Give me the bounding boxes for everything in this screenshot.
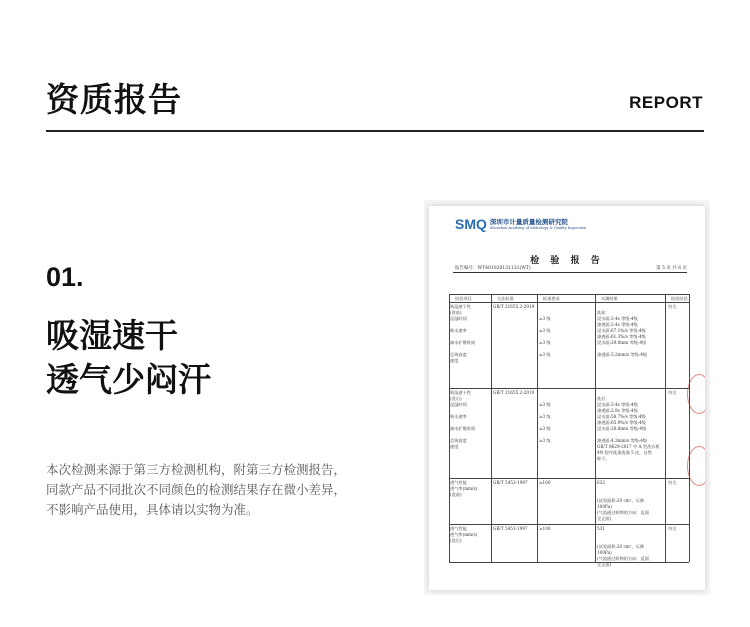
- table-requirement-line: ≥3 级: [539, 402, 551, 407]
- table-result-line: 至正面): [597, 516, 612, 521]
- table-item-line: 透气率(mm/s): [450, 486, 478, 491]
- section-number: 01.: [46, 262, 84, 292]
- header-title: 资质报告: [46, 80, 182, 119]
- table-result-line: 洗后：: [597, 396, 610, 401]
- table-item-line: 浸湿时间: [450, 402, 467, 407]
- table-requirement-line: ≥100: [539, 526, 551, 531]
- table-result-line: 100Pa): [597, 504, 612, 509]
- table-rule: [537, 294, 538, 562]
- table-item-line: 吸水速率: [450, 328, 467, 333]
- table-result-line: 浸水面:26.6mm 等级:4级: [597, 426, 647, 431]
- table-item-line: 芯吸高度: [450, 352, 467, 357]
- table-item-line: 吸湿速干性: [450, 390, 471, 395]
- table-result-line: (试验面积:20 cm²，压降: [597, 544, 645, 549]
- table-rule: [595, 294, 596, 562]
- seal-stamp: [687, 374, 705, 414]
- report-meta-divider: [453, 272, 687, 273]
- table-item-line: 速度: [450, 444, 459, 449]
- table-rule: [449, 302, 689, 303]
- table-item-line: 透气性能: [450, 526, 467, 531]
- report-label: REPORT: [629, 93, 703, 112]
- table-item-line: (洗后): [450, 538, 462, 543]
- table-item-line: 浸湿时间: [450, 316, 467, 321]
- table-result-line: 渗透面:65.9%/s 等级:4级: [597, 420, 646, 425]
- table-requirement-line: ≥3 级: [539, 426, 551, 431]
- report-page-info: 第 5 页 共 6 页: [656, 266, 687, 271]
- section-headline: [46, 314, 211, 402]
- table-result-line: (气流通过织物的方向：反面: [597, 510, 649, 515]
- smq-logo-mark: SMQ: [455, 216, 487, 232]
- table-item-line: 透气性能: [450, 480, 467, 485]
- logo-text: [487, 219, 587, 230]
- description-line: 本次检测来源于第三方检测机构，附第三方检测报告，: [46, 462, 347, 477]
- table-item-line: (洗前): [450, 492, 462, 497]
- table-method-cell: GB/T 5453-1997: [493, 480, 528, 485]
- table-header-cell: 检验项目: [455, 295, 472, 301]
- table-method-cell: GB/T 21655.2-2019: [493, 304, 535, 309]
- report-title: 检 验 报 告: [530, 256, 604, 266]
- table-rule: [449, 562, 689, 563]
- table-result-line: 4N 程序洗涤洗涤 5 次，自然: [597, 450, 652, 455]
- headline-line-2: 透气少闷汗: [46, 360, 211, 399]
- table-result-line: (试验面积:20 cm²，压降: [597, 498, 645, 503]
- table-result-line: 晾干。: [597, 456, 610, 461]
- table-rule: [449, 294, 689, 295]
- table-item-line: 透气率(mm/s): [450, 532, 478, 537]
- table-requirement-line: ≥3 级: [539, 438, 551, 443]
- table-result-line: 浸水面:67.1%/s 等级:4级: [597, 328, 646, 333]
- table-header-cell: 方法标准: [497, 295, 514, 301]
- table-result-line: (气流通过织物的方向：反面: [597, 556, 649, 561]
- table-rule: [449, 478, 689, 479]
- table-requirement-line: ≥3 级: [539, 316, 551, 321]
- table-result-line: 浸水面:3.4s 等级:4级: [597, 402, 638, 407]
- description-line: 同款产品不同批次不同颜色的检测结果存在微小差异，: [46, 482, 347, 497]
- table-result-line: 浸水面:29.0mm 等级:4级: [597, 340, 647, 345]
- table-result-line: 渗透面:4.3mm/s 等级:4级: [597, 438, 648, 443]
- table-result-line: GB/T 8629-2017 中 A 型洗衣机: [597, 444, 660, 449]
- table-requirement-line: ≥3 级: [539, 352, 551, 357]
- table-result-line: 至正面): [597, 562, 612, 567]
- table-verdict-cell: 符合: [668, 480, 677, 485]
- table-header-cell: 实测结果: [601, 295, 618, 301]
- table-result-line: 浸水面:3.4s 等级:4级: [597, 316, 638, 321]
- headline-line-1: 吸湿速干: [46, 316, 178, 355]
- table-result-line: 洗前：: [597, 310, 610, 315]
- table-requirement-line: ≥100: [539, 480, 551, 485]
- report-document-image: [429, 206, 705, 590]
- table-method-cell: GB/T 21655.2-2019: [493, 390, 535, 395]
- table-verdict-cell: 符合: [668, 390, 677, 395]
- table-method-cell: GB/T 5453-1997: [493, 526, 528, 531]
- table-result-line: 浸水面:58.7%/s 等级:4级: [597, 414, 646, 419]
- table-result-line: 渗透面:61.3%/s 等级:4级: [597, 334, 646, 339]
- table-result-line: 渗透面:2.9s 等级:4级: [597, 408, 638, 413]
- table-result-line: 渗透面:3.2mm/s 等级:4级: [597, 352, 648, 357]
- table-item-line: 吸水速率: [450, 414, 467, 419]
- table-header-cell: 标准要求: [543, 295, 560, 301]
- table-verdict-cell: 符合: [668, 526, 677, 531]
- description-line: 不影响产品使用，具体请以实物为准。: [46, 502, 259, 517]
- table-result-line: 632: [597, 480, 605, 485]
- table-requirement-line: ≥3 级: [539, 328, 551, 333]
- report-number: 报告编号：WT401020131131(WT): [455, 266, 531, 271]
- table-item-line: 滴水扩散时间: [450, 340, 476, 345]
- table-rule: [449, 388, 689, 389]
- table-requirement-line: ≥3 级: [539, 414, 551, 419]
- table-item-line: 芯吸高度: [450, 438, 467, 443]
- table-result-line: 渗透面:3.4s 等级:4级: [597, 322, 638, 327]
- table-result-line: 100Pa): [597, 550, 612, 555]
- table-item-line: 速度: [450, 358, 459, 363]
- table-rule: [491, 294, 492, 562]
- table-item-line: 滴水扩散时间: [450, 426, 476, 431]
- seal-stamp: [687, 446, 705, 486]
- table-requirement-line: ≥3 级: [539, 340, 551, 345]
- report-table: [449, 294, 689, 567]
- logo-chinese-name: 深圳市计量质量检测研究院: [489, 217, 568, 226]
- table-item-line: (洗后): [450, 396, 462, 401]
- table-rule: [449, 524, 689, 525]
- table-item-line: (洗前): [450, 310, 462, 315]
- table-result-line: 531: [597, 526, 605, 531]
- logo-english-name: Shenzhen Academy of Metrology & Quality Inspection: [489, 225, 587, 230]
- table-rule: [665, 294, 666, 562]
- table-header-cell: 检验结论: [671, 295, 688, 301]
- report-logo: [455, 216, 586, 232]
- header-divider: [46, 130, 704, 132]
- table-verdict-cell: 符合: [668, 304, 677, 309]
- section-description: [46, 460, 346, 520]
- table-rule: [689, 294, 690, 562]
- table-item-line: 吸湿速干性: [450, 304, 471, 309]
